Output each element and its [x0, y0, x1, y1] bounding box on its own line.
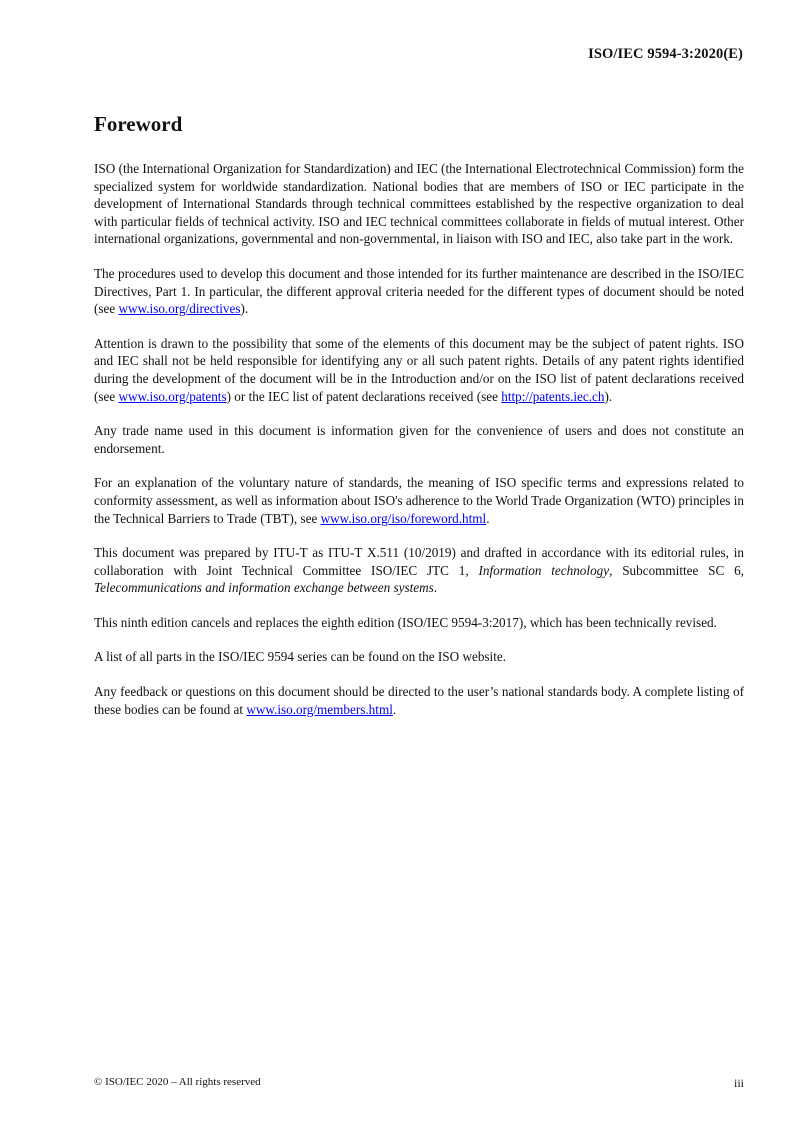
foreword-body: [94, 160, 744, 735]
paragraph-9: [94, 683, 744, 718]
page-number: iii: [733, 1076, 744, 1090]
foreword-link[interactable]: www.iso.org/iso/foreword.html: [320, 510, 487, 526]
paragraph-4: Any trade name used in this document is information given for the convenience of users and does not constitute an endorsement.: [94, 423, 744, 456]
text: This document was prepared by ITU-T as ITU-T X.511 (10/2019) and drafted in accordance with its editorial rules, in collaboration with Joint Technical Committee ISO/IEC JTC 1,: [94, 545, 744, 578]
text: The procedures used to develop this document and those intended for its further maintenance are described in the ISO/IEC Directives, Part 1. In particular, the different approval criteria needed for the different types of document should be noted (see: [94, 265, 744, 317]
paragraph-2: [94, 265, 744, 318]
directives-link[interactable]: www.iso.org/directives: [118, 301, 241, 317]
italic-text: Information technology: [478, 562, 610, 578]
paragraph-1: ISO (the International Organization for Standardization) and IEC (the International Electrotechnical Commission) form the specialized system for worldwide standardization. National bodies that are members of ISO or IEC participate in the development of International Standards through technical committees established by the respective organization to deal with particular fields of technical activity. ISO and IEC technical committees collaborate in fields of mutual interest. Other international organizations, governmental and non-governmental, in liaison with ISO and IEC, also take part in the work.: [94, 161, 744, 247]
text: ).: [604, 388, 613, 404]
text: .: [392, 701, 397, 717]
text: Any feedback or questions on this document should be directed to the user’s national standards body. A complete listing of these bodies can be found at: [94, 684, 744, 717]
text: .: [433, 580, 438, 596]
paragraph-7: This ninth edition cancels and replaces the eighth edition (ISO/IEC 9594-3:2017), which has been technically revised.: [94, 614, 717, 630]
page-footer: [94, 1076, 744, 1091]
paragraph-3: [94, 335, 744, 405]
paragraph-6: [94, 544, 744, 597]
members-link[interactable]: www.iso.org/members.html: [246, 701, 393, 717]
text: ) or the IEC list of patent declarations received (see: [226, 388, 502, 404]
text: For an explanation of the voluntary nature of standards, the meaning of ISO specific terms and expressions related to conformity assessment, as well as information about ISO's adherence to the World Trade Organization (WTO) principles in the Technical Barriers to Trade (TBT), see: [94, 475, 744, 526]
text: .: [486, 510, 490, 526]
page-title: Foreword: [94, 112, 183, 136]
document-id-header: ISO/IEC 9594-3:2020(E): [588, 46, 743, 62]
paragraph-8: A list of all parts in the ISO/IEC 9594 series can be found on the ISO website.: [94, 649, 507, 665]
italic-text: Telecommunications and information exchange between systems: [94, 580, 434, 596]
paragraph-5: [94, 474, 744, 527]
copyright: © ISO/IEC 2020 – All rights reserved: [94, 1076, 261, 1088]
text: ).: [240, 301, 249, 317]
iec-patents-link[interactable]: http://patents.iec.ch: [501, 388, 605, 404]
text: Attention is drawn to the possibility that some of the elements of this document may be the subject of patent rights. ISO and IEC shall not be held responsible for identifying any or all such patent rights. Details of any patent rights identified during the development of the document will be in the Introduction and/or on the ISO list of patent declarations received (see: [94, 335, 744, 404]
iso-patents-link[interactable]: www.iso.org/patents: [118, 388, 227, 404]
text: , Subcommittee SC 6,: [609, 562, 744, 578]
